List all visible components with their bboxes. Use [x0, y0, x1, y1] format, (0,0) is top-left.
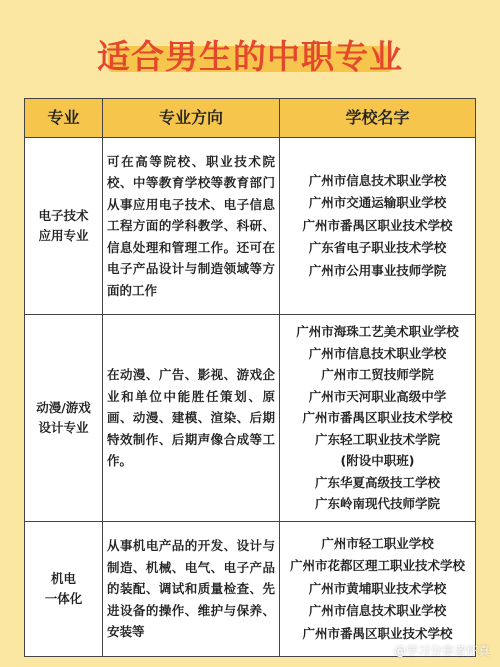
header-schools: 学校名字 — [280, 99, 476, 138]
school-name: (附设中职班) — [340, 453, 415, 469]
school-name: 广州市交通运输职业学校 — [308, 195, 447, 211]
direction-cell: 从事机电产品的开发、设计与制造、机械、电气、电子产品的装配、调试和质量检查、先进设备的操作、维护与保养、安装等 — [103, 522, 280, 657]
school-name: 广州市轻工职业学校 — [321, 535, 434, 551]
page-title: 适合男生的中职专业 — [97, 36, 403, 76]
school-name: 广东华夏高级技工学校 — [314, 474, 440, 490]
school-name: 广东轻工职业技术学院 — [314, 431, 440, 447]
school-name: 广州市黄埔职业技术学校 — [308, 580, 447, 596]
header-major: 专业 — [25, 99, 103, 138]
school-name: 广州市花都区理工职业技术学校 — [289, 558, 465, 574]
major-name-line: 动漫/游戏 — [36, 400, 91, 415]
major-name-line: 电子技术 — [38, 208, 89, 223]
major-name-line: 机电 — [50, 571, 76, 586]
major-cell — [25, 138, 103, 315]
school-name: 广东岭南现代技师学院 — [314, 496, 440, 512]
school-name: 广州市番禺区职业技术学校 — [302, 217, 453, 233]
major-cell — [25, 315, 103, 522]
school-name: 广州市信息技术职业学校 — [308, 603, 447, 619]
schools-cell — [280, 315, 476, 522]
watermark: @学习分享者怀真 — [393, 644, 490, 658]
direction-cell: 可在高等院校、职业技术院校、中等教育学校等教育部门从事应用电子技术、电子信息工程方面的学科教学、科研、信息处理和管理工作。还可在电子产品设计与制造领域等方面的工作 — [103, 138, 280, 315]
school-name: 广州市天河职业高级中学 — [308, 388, 447, 404]
table-header-row — [25, 99, 476, 138]
direction-cell: 在动漫、广告、影视、游戏企业和单位中能胜任策划、原画、动漫、建模、渲染、后期特效制作、后期声像合成等工作。 — [103, 315, 280, 522]
table-row — [25, 315, 476, 522]
school-name: 广州市番禺区职业技术学校 — [302, 410, 453, 426]
school-name: 广州市工贸技师学院 — [321, 367, 434, 383]
title-area — [0, 24, 500, 84]
major-name-line: 设计专业 — [38, 420, 89, 435]
school-name: 广州市海珠工艺美术职业学校 — [296, 324, 459, 340]
table-row — [25, 138, 476, 315]
major-name-line: 应用专业 — [38, 228, 89, 243]
header-direction: 专业方向 — [103, 99, 280, 138]
table-row — [25, 522, 476, 657]
major-name-line: 一体化 — [44, 591, 83, 606]
schools-cell — [280, 522, 476, 657]
school-name: 广州市信息技术职业学校 — [308, 172, 447, 188]
school-name: 广州市信息技术职业学校 — [308, 345, 447, 361]
school-name: 广州市番禺区职业技术学校 — [302, 625, 453, 641]
school-name: 广州市公用事业技师学院 — [308, 262, 447, 278]
majors-table — [24, 98, 476, 657]
school-name: 广东省电子职业技术学校 — [308, 240, 447, 256]
major-cell — [25, 522, 103, 657]
schools-cell — [280, 138, 476, 315]
